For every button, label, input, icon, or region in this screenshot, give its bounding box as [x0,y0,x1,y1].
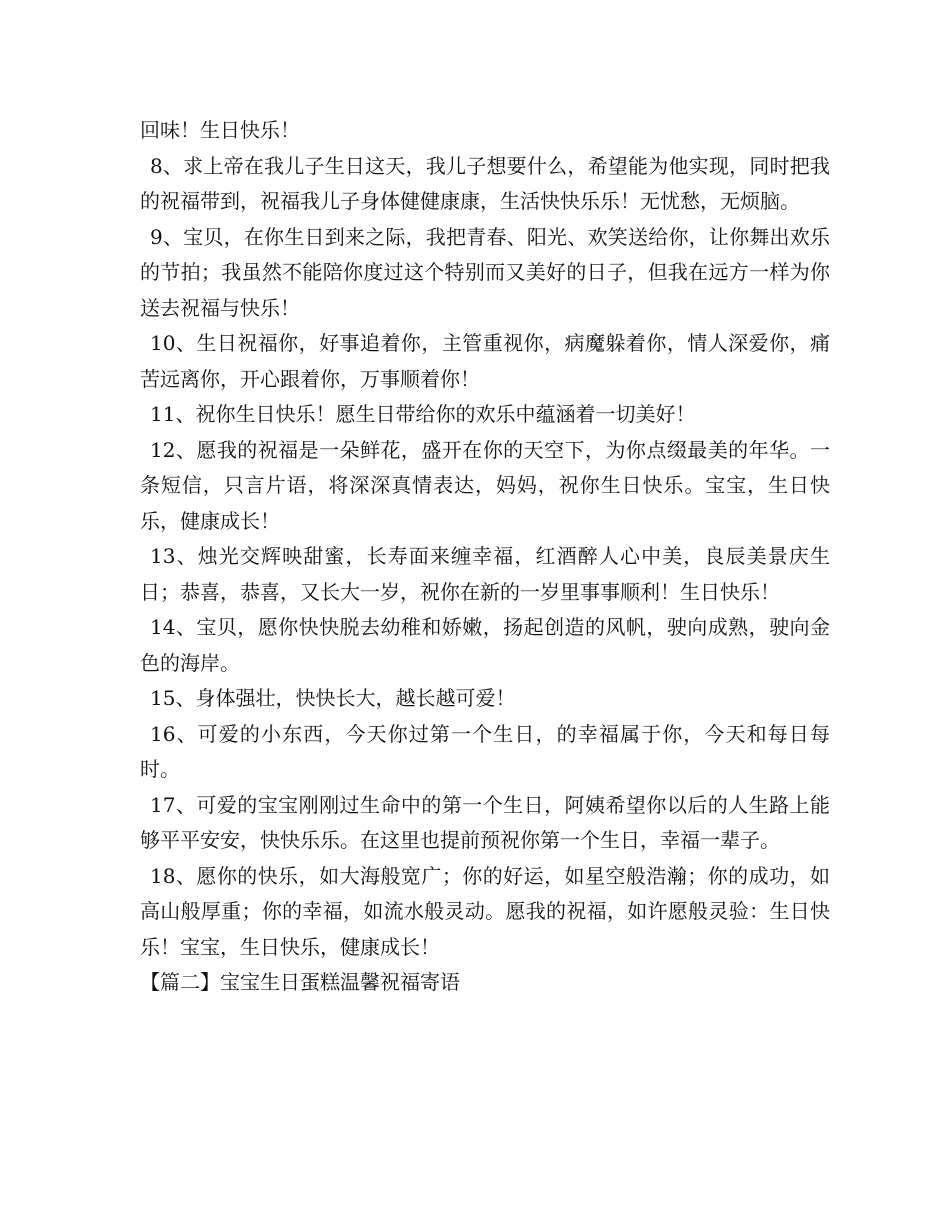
list-item-12: 12、愿我的祝福是一朵鲜花，盛开在你的天空下，为你点缀最美的年华。一条短信，只言片语，将深深真情表达，妈妈，祝你生日快乐。宝宝，生日快乐，健康成长！ [140,437,830,533]
list-item-11: 11、祝你生日快乐！愿生日带给你的欢乐中蕴涵着一切美好！ [150,402,696,426]
list-item-10: 10、生日祝福你，好事追着你，主管重视你，病魔躲着你，情人深爱你，痛苦远离你，开心跟着你，万事顺着你！ [140,331,830,391]
list-item-8: 8、求上帝在我儿子生日这天，我儿子想要什么，希望能为他实现，同时把我的祝福带到，祝福我儿子身体健健康康，生活快快乐乐！无忧愁，无烦脑。 [140,153,830,213]
list-item-15: 15、身体强壮，快快长大，越长越可爱！ [150,686,516,710]
document-body [140,113,830,1001]
section-heading: 【篇二】宝宝生日蛋糕温馨祝福寄语 [140,970,460,994]
list-item-14: 14、宝贝，愿你快快脱去幼稚和娇嫩，扬起创造的风帆，驶向成熟，驶向金色的海岸。 [140,615,830,675]
list-item-9: 9、宝贝，在你生日到来之际，我把青春、阳光、欢笑送给你，让你舞出欢乐的节拍；我虽然不能陪你度过这个特别而又美好的日子，但我在远方一样为你送去祝福与快乐！ [140,224,830,320]
list-item-17: 17、可爱的宝宝刚刚过生命中的第一个生日，阿姨希望你以后的人生路上能够平平安安，快快乐乐。在这里也提前预祝你第一个生日，幸福一辈子。 [140,792,830,852]
list-item-13: 13、烛光交辉映甜蜜，长寿面来缠幸福，红酒醉人心中美，良辰美景庆生日；恭喜，恭喜，又长大一岁，祝你在新的一岁里事事顺利！生日快乐！ [140,544,830,604]
list-item-16: 16、可爱的小东西，今天你过第一个生日，的幸福属于你，今天和每日每时。 [140,721,830,781]
list-item-18: 18、愿你的快乐，如大海般宽广；你的好运，如星空般浩瀚；你的成功，如高山般厚重；你的幸福，如流水般灵动。愿我的祝福，如许愿般灵验：生日快乐！宝宝，生日快乐，健康成长！ [140,863,830,959]
paragraph-continuation: 回味！生日快乐！ [140,118,300,142]
